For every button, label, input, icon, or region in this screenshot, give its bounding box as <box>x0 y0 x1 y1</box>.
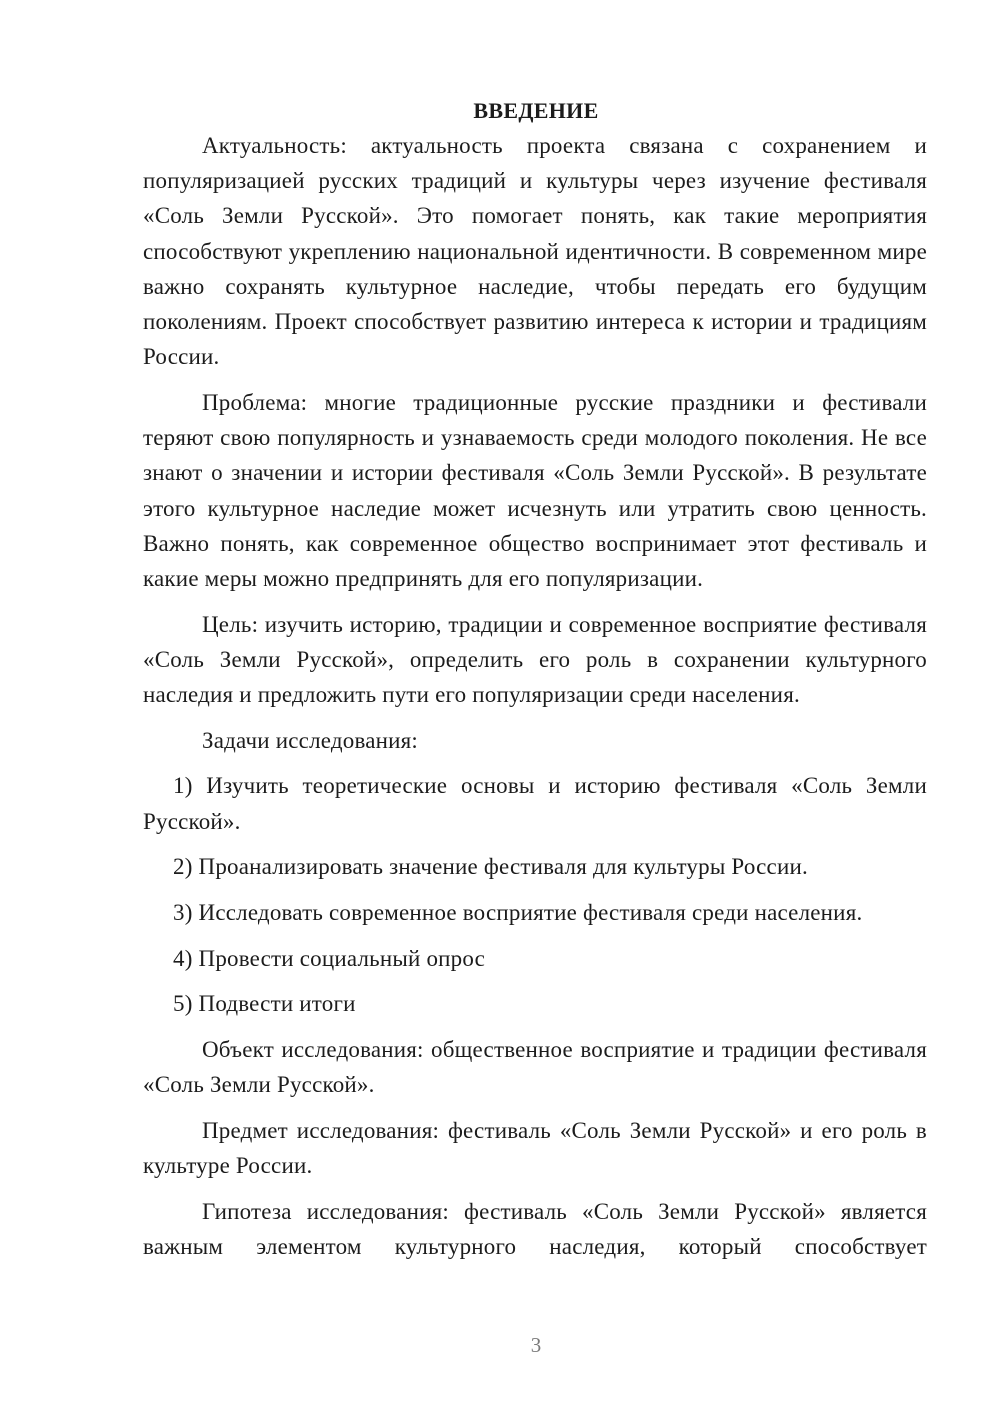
task-item-2: 2) Проанализировать значение фестиваля для культуры России. <box>173 854 808 880</box>
section-title: ВВЕДЕНИЕ <box>473 98 599 123</box>
paragraph-hypothesis: Гипотеза исследования: фестиваль «Соль Земли Русской» является важным элементом культурного наследия, который способствует <box>143 1198 927 1260</box>
paragraph-problem: Проблема: многие традиционные русские праздники и фестивали теряют свою популярность и узнаваемость среди молодого поколения. Не все знают о значении и истории фестиваля «Соль Земли Русской». В результате этого культурное наследие может исчезнуть или утратить свою ценность. Важно понять, как современное общество воспринимает этот фестиваль и какие меры можно предпринять для его популяризации. <box>143 389 927 591</box>
paragraph-object: Объект исследования: общественное восприятие и традиции фестиваля «Соль Земли Русской». <box>143 1037 927 1098</box>
tasks-heading: Задачи исследования: <box>202 727 419 753</box>
task-item-1: 1) Изучить теоретические основы и историю фестиваля «Соль Земли Русской». <box>143 773 927 834</box>
paragraph-relevance: Актуальность: актуальность проекта связана с сохранением и популяризацией русских традиций и культуры через изучение фестиваля «Соль Земли Русской». Это помогает понять, как такие мероприятия способствуют укреплению национальной идентичности. В современном мире важно сохранять культурное наследие, чтобы передать его будущим поколениям. Проект способствует развитию интереса к истории и традициям России. <box>143 133 927 370</box>
page-number: 3 <box>530 1333 542 1357</box>
paragraph-subject: Предмет исследования: фестиваль «Соль Земли Русской» и его роль в культуре России. <box>143 1118 927 1179</box>
tasks-list <box>143 768 927 1021</box>
paragraph-goal: Цель: изучить историю, традиции и современное восприятие фестиваля «Соль Земли Русской», определить его роль в сохранении культурного наследия и предложить пути его популяризации среди населения. <box>143 611 927 708</box>
page-content <box>143 94 927 1264</box>
task-item-3: 3) Исследовать современное восприятие фестиваля среди населения. <box>173 900 863 926</box>
task-item-5: 5) Подвести итоги <box>173 991 356 1017</box>
task-item-4: 4) Провести социальный опрос <box>173 945 486 971</box>
